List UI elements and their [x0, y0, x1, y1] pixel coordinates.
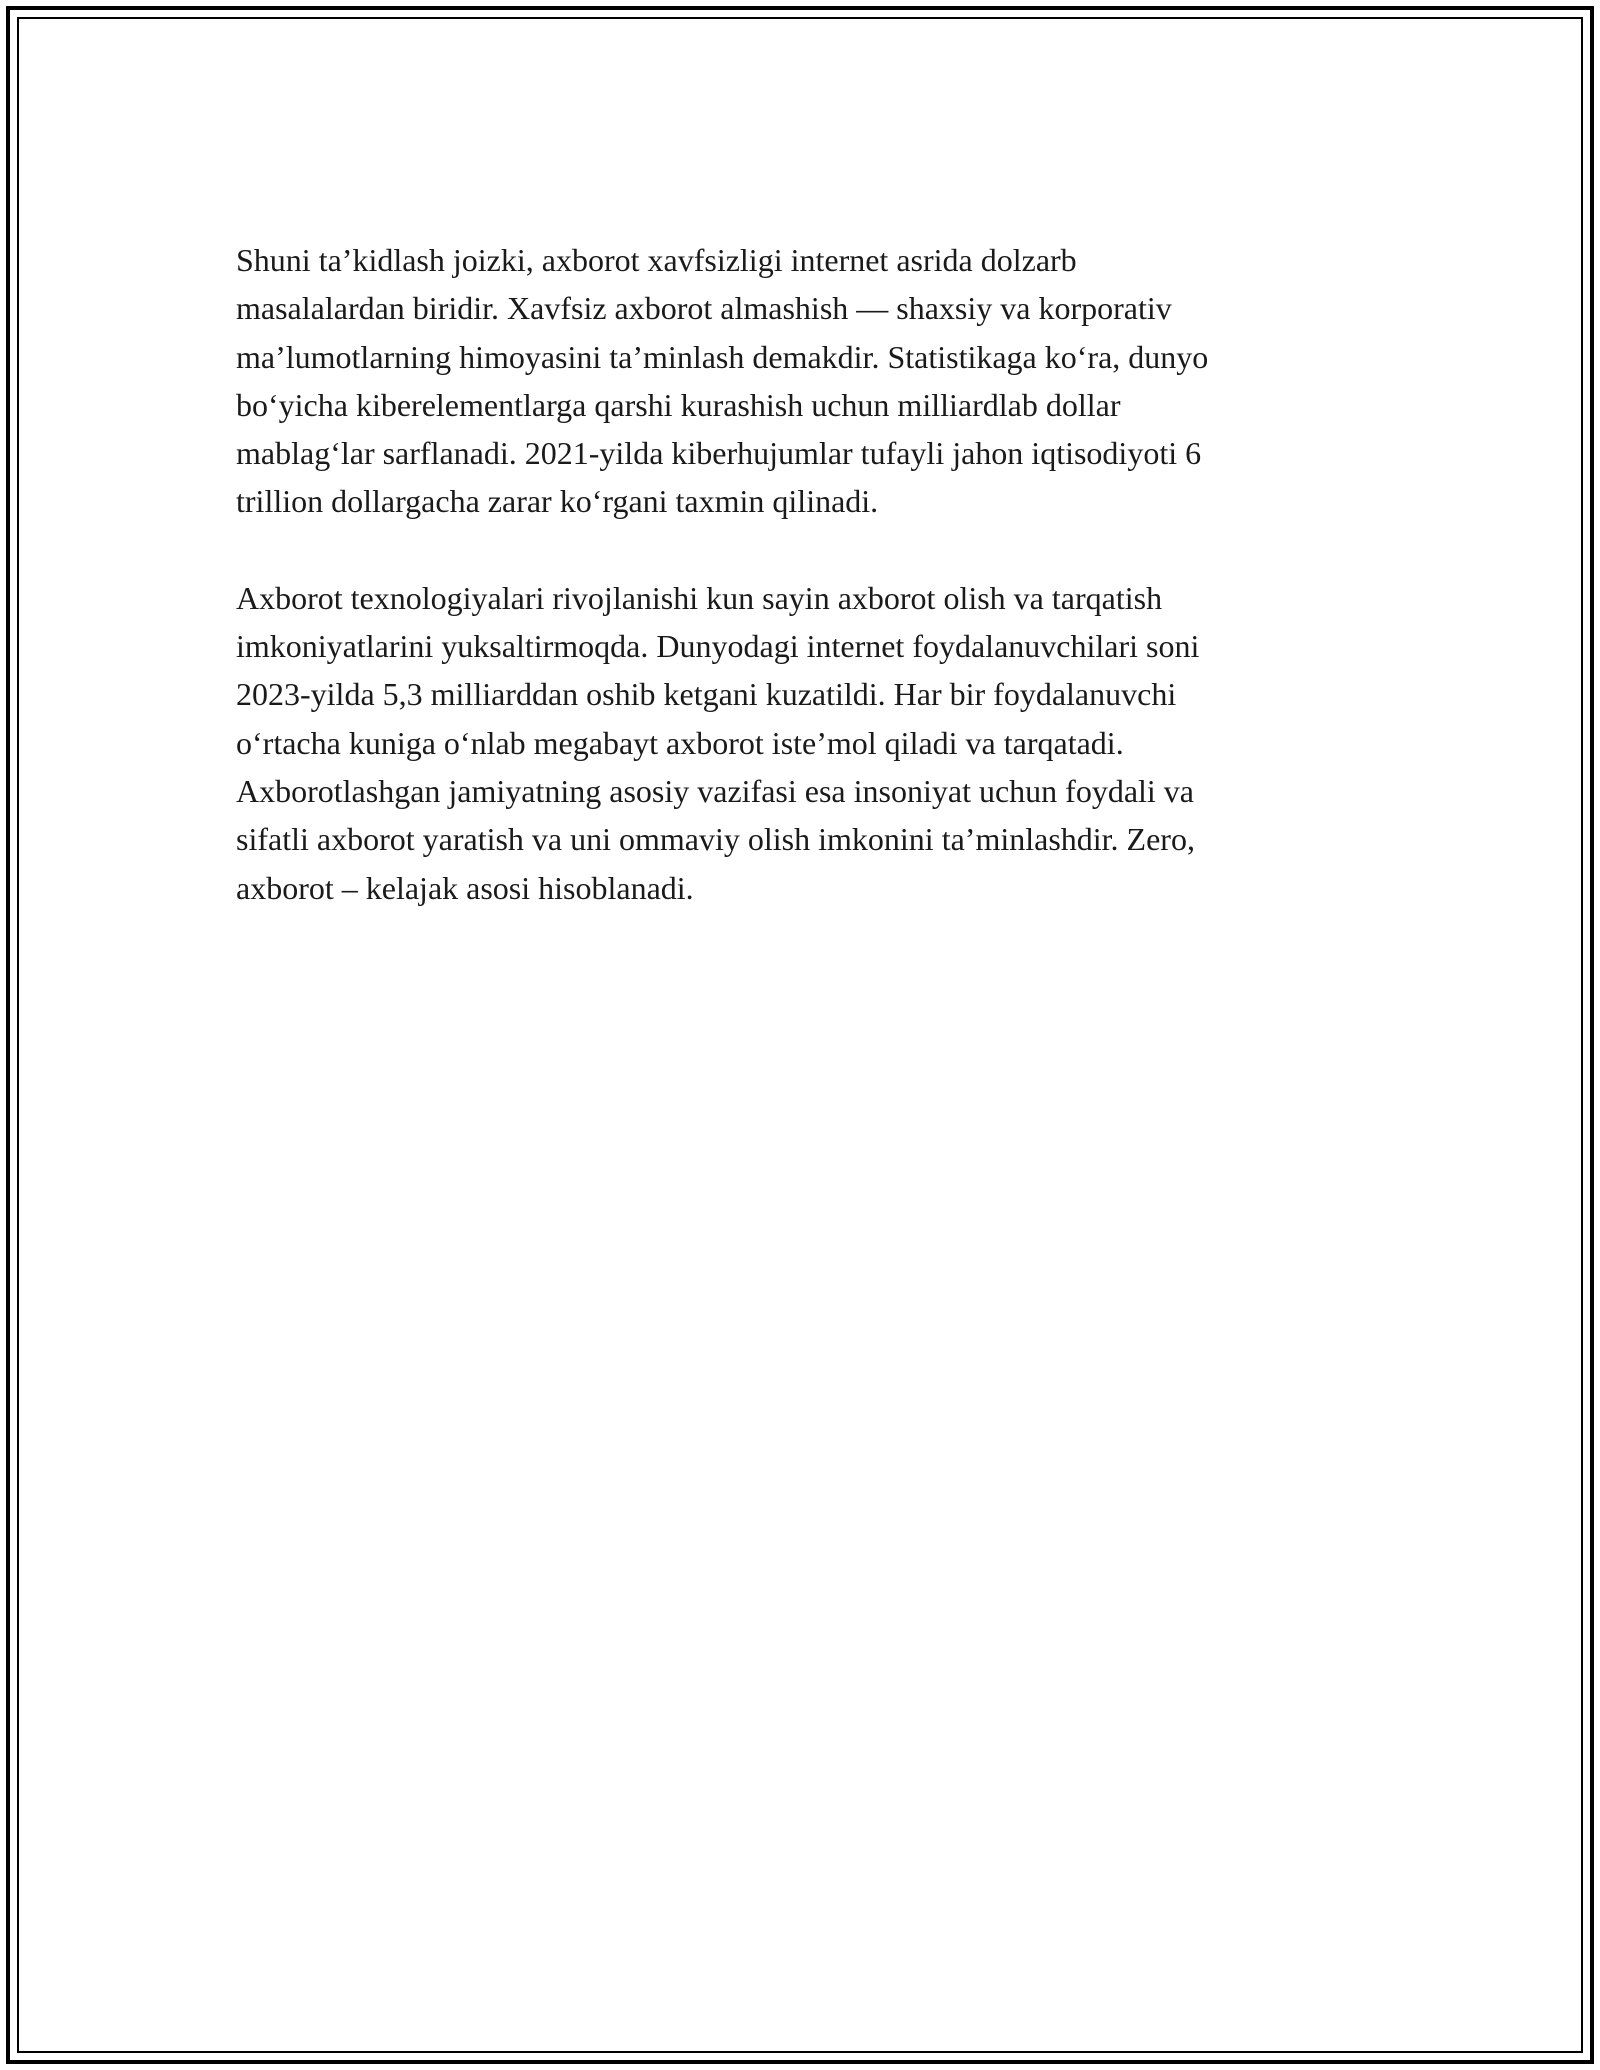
text-line: trillion dollargacha zarar ko‘rgani taxmin qilinadi. [236, 483, 879, 520]
text-line: Axborot texnologiyalari rivojlanishi kun sayin axborot olish va tarqatish [236, 579, 1163, 616]
paragraph-2 [236, 574, 1396, 912]
text-line: Axborotlashgan jamiyatning asosiy vazifasi esa insoniyat uchun foydali va [236, 772, 1194, 809]
text-line: imkoniyatlarini yuksaltirmoqda. Dunyodagi internet foydalanuvchilari soni [236, 628, 1200, 665]
document-body [236, 236, 1396, 912]
text-line: Shuni ta’kidlash joizki, axborot xavfsizligi internet asrida dolzarb [236, 242, 1077, 278]
text-line: o‘rtacha kuniga o‘nlab megabayt axborot iste’mol qiladi va tarqatadi. [236, 724, 1124, 761]
text-line: bo‘yicha kiberelementlarga qarshi kurashish uchun milliardlab dollar [236, 386, 1121, 423]
text-line: ma’lumotlarning himoyasini ta’minlash demakdir. Statistikaga ko‘ra, dunyo [236, 338, 1209, 375]
paragraph-1 [236, 236, 1396, 526]
text-line: axborot – kelajak asosi hisoblanadi. [236, 869, 694, 906]
text-line: mablag‘lar sarflanadi. 2021-yilda kiberhujumlar tufayli jahon iqtisodiyoti 6 [236, 435, 1202, 472]
text-line: masalalardan biridir. Xavfsiz axborot almashish — shaxsiy va korporativ [236, 290, 1172, 327]
text-line: sifatli axborot yaratish va uni ommaviy olish imkonini ta’minlashdir. Zero, [236, 821, 1195, 858]
text-line: 2023-yilda 5,3 milliarddan oshib ketgani kuzatildi. Har bir foydalanuvchi [236, 676, 1177, 713]
